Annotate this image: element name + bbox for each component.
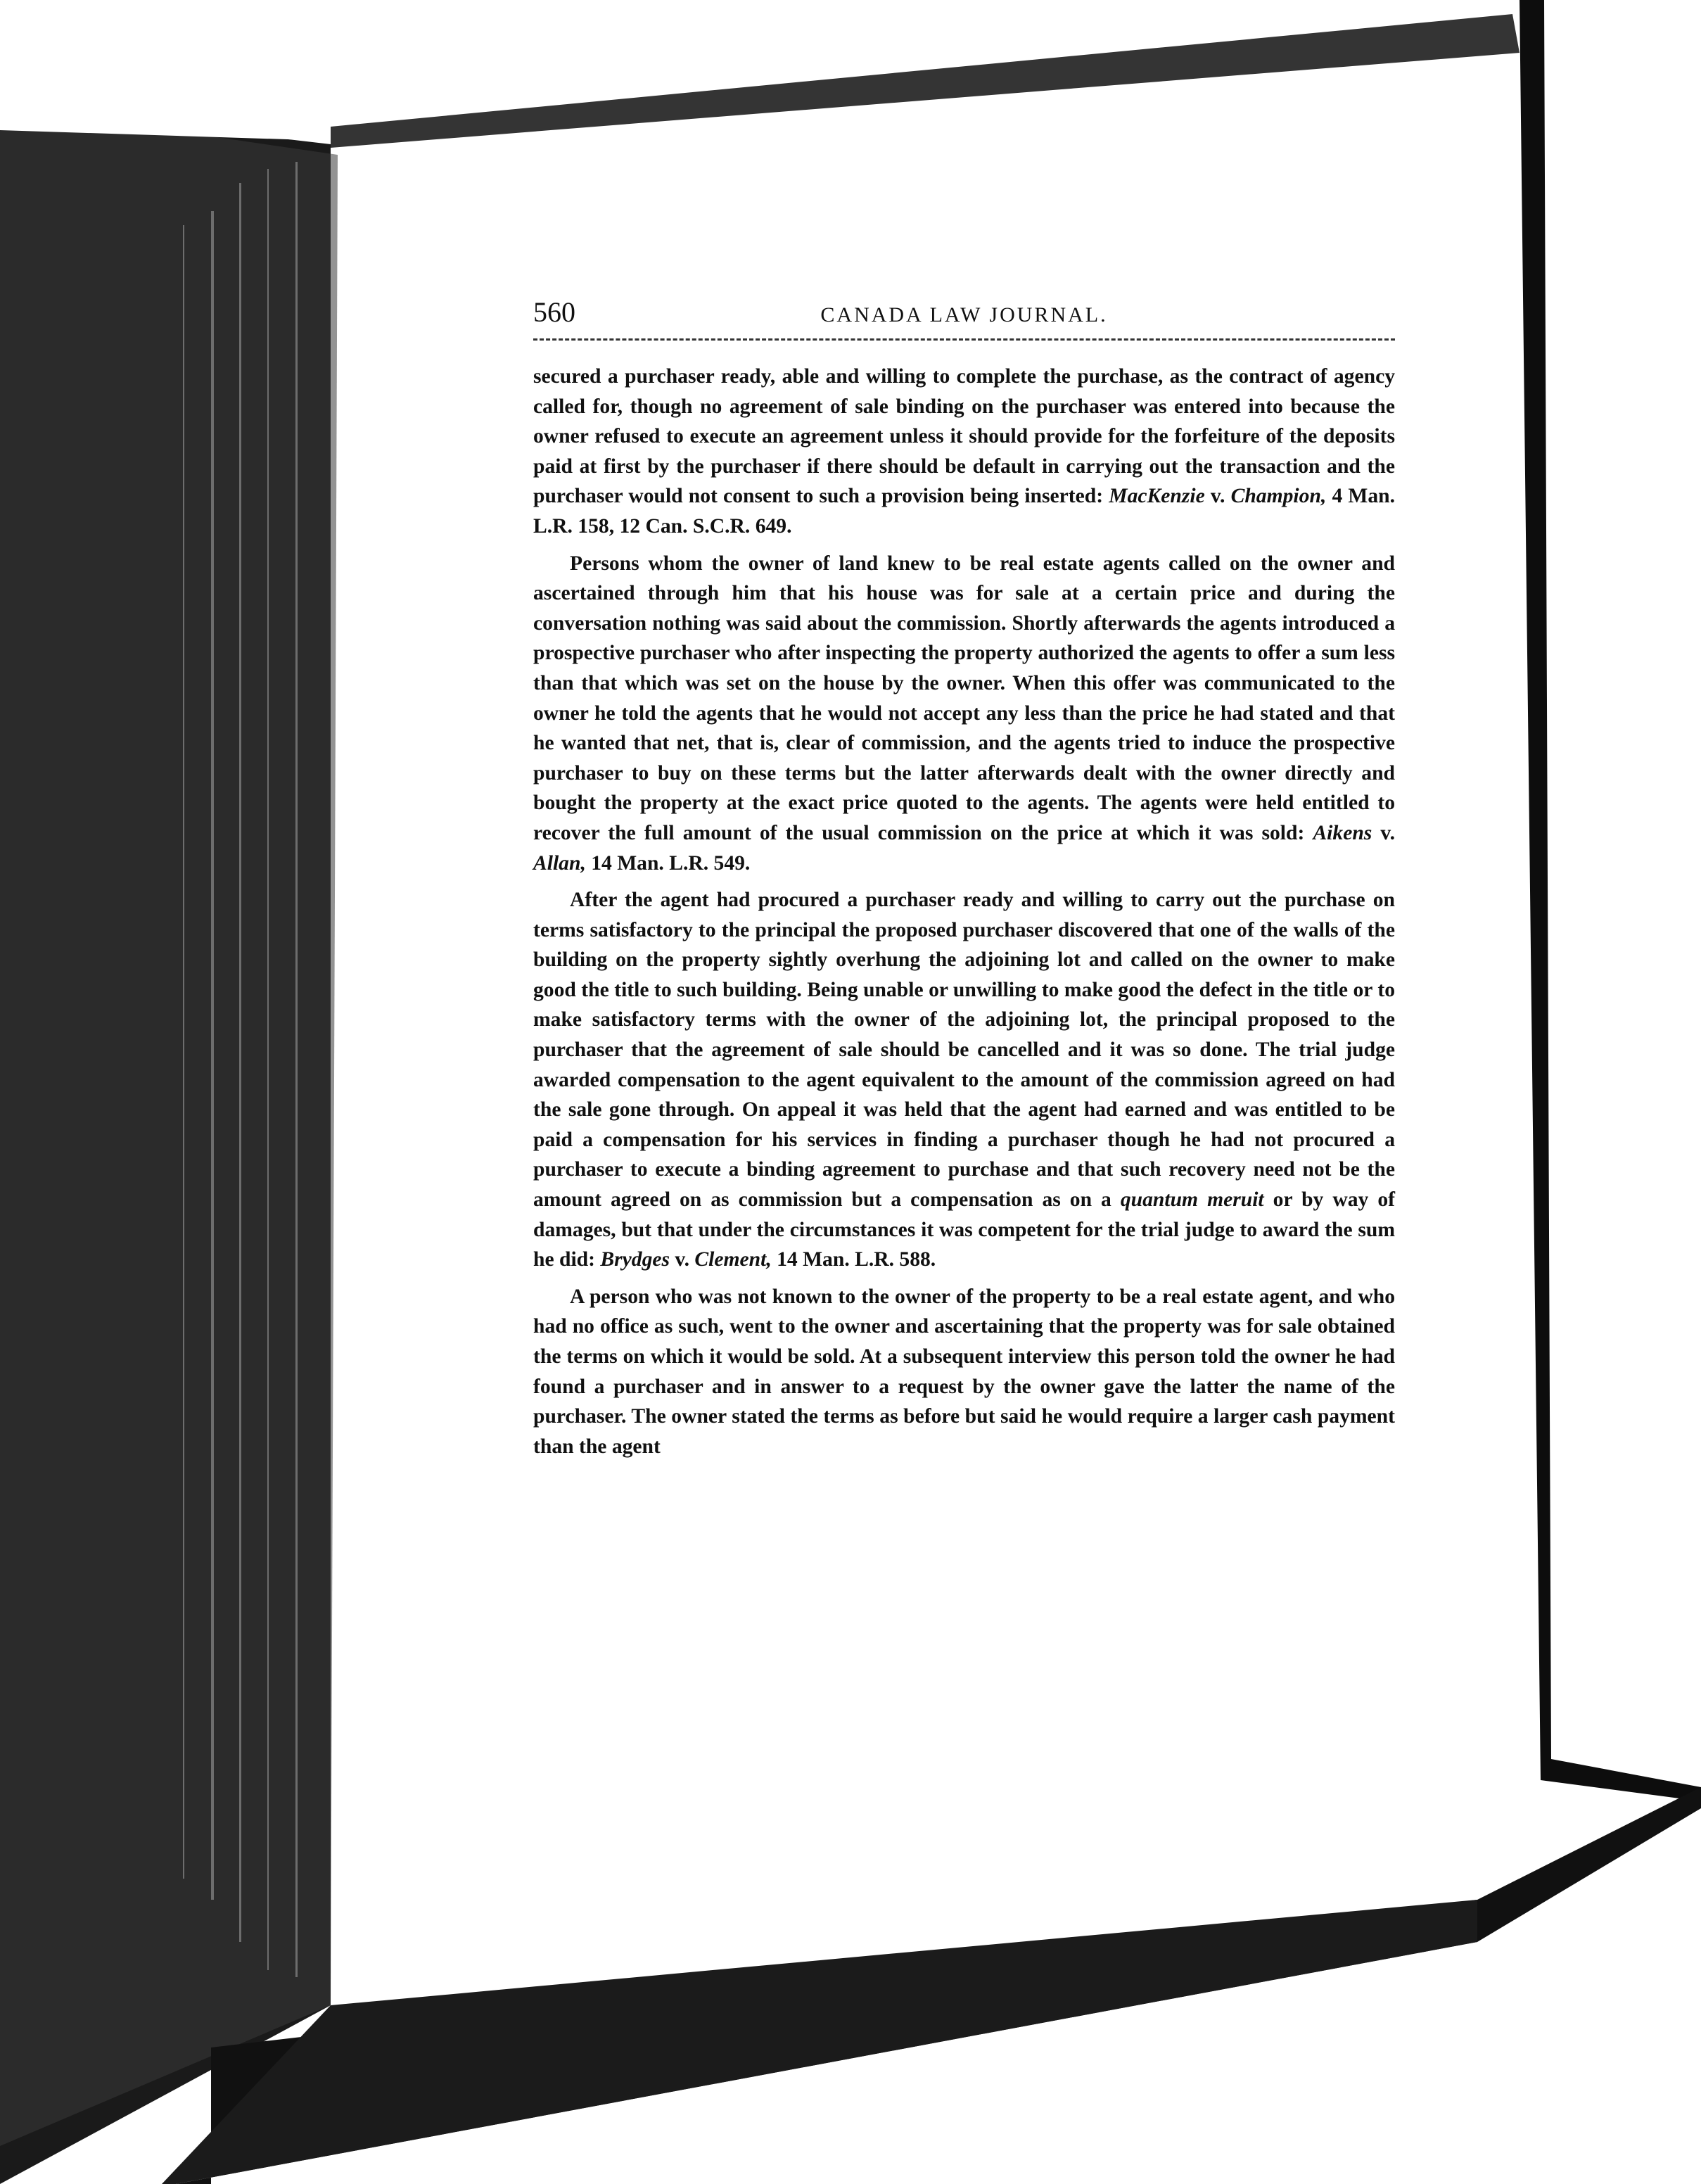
journal-title: CANADA LAW JOURNAL. (820, 303, 1108, 326)
case-party: MacKenzie (1109, 485, 1205, 508)
text-run: v. (1372, 821, 1395, 844)
paragraph-2 (533, 549, 1395, 879)
text-run: After the agent had procured a purchaser ready and willing to carry out the purchase on terms satisfactory to the principal the proposed purchaser discovered that one of the walls of the building on the property sightly overhung the adjoining lot and called on the owner to make good the title to such building. Being unable or unwilling to make good the defect in the title or to make satisfactory terms with the owner of the adjoining lot, the principal proposed to the purchaser that the agreement of sale should be cancelled and it was so done. The trial judge awarded compensation to the agent equivalent to the amount of the commission agreed on had the sale gone through. On appeal it was held that the agent had earned and was entitled to be paid a compensation for his services in finding a purchaser though he had not procured a purchaser to execute a binding agreement to purchase and that such recovery need not be the amount agreed on as commission but a compensation as on a (533, 889, 1395, 1212)
latin-term: quantum meruit (1120, 1188, 1264, 1212)
left-page-stack (0, 106, 338, 2146)
text-run: Persons whom the owner of land knew to be real estate agents called on the owner and ascertained through him that his house was for sale at a certain price and during the conversation nothing was said about the commission. Shortly afterwards the agents introduced a prospective purchaser who after inspecting the property authorized the agents to offer a sum less than that which was set on the house by the owner. When this offer was communicated to the owner he told the agents that he would not accept any less than the price he had stated and that he wanted that net, that is, clear of commission, and the agents tried to induce the prospective purchaser to buy on these terms but the latter afterwards dealt with the owner directly and bought the property at the exact price quoted to the agents. The agents were held entitled to recover the full amount of the usual commission on the price at which it was sold: (533, 552, 1395, 844)
text-run: or by way of damages, but that under the circumstances it was competent for the trial judge to award the sum he did: (533, 1188, 1395, 1271)
paragraph-4 (533, 1282, 1395, 1462)
paragraph-3 (533, 885, 1395, 1275)
page-number: 560 (533, 296, 575, 328)
case-party: Brydges (600, 1248, 670, 1271)
bottom-page-edge (162, 1900, 1477, 2184)
case-party: Allan, (533, 851, 586, 875)
citation: 4 Man. L.R. 158, 12 Can. S.C.R. 649. (533, 485, 1395, 538)
case-party: Clement, (694, 1248, 772, 1271)
running-head (533, 296, 1395, 341)
text-run: v. (670, 1248, 695, 1271)
text-run: A person who was not known to the owner of the property to be a real estate agent, and who had no office as such, went to the owner and ascertaining that the property was for sale obtained the terms on which it would be sold. At a subsequent interview this person told the owner he had found a purchaser and in answer to a request by the owner gave the latter the name of the purchaser. The owner stated the terms as before but said he would require a larger cash payment than the agent (533, 1285, 1395, 1458)
citation: 14 Man. L.R. 549. (585, 851, 751, 875)
case-party: Aikens (1313, 821, 1372, 844)
text-run: v. (1204, 485, 1231, 508)
paragraph-1 (533, 362, 1395, 542)
text-run: secured a purchaser ready, able and willing to complete the purchase, as the contract of agency called for, though no agreement of sale binding on the purchaser was entered into because the owner refused to execute an agreement unless it should provide for the forfeiture of the deposits paid at first by the purchaser if there should be default in carrying out the transaction and the purchaser would not consent to such a provision being inserted: (533, 365, 1395, 508)
right-page-edge (1520, 0, 1701, 1801)
case-party: Champion, (1230, 485, 1327, 508)
page-body (533, 296, 1395, 1461)
citation: 14 Man. L.R. 588. (771, 1248, 936, 1271)
